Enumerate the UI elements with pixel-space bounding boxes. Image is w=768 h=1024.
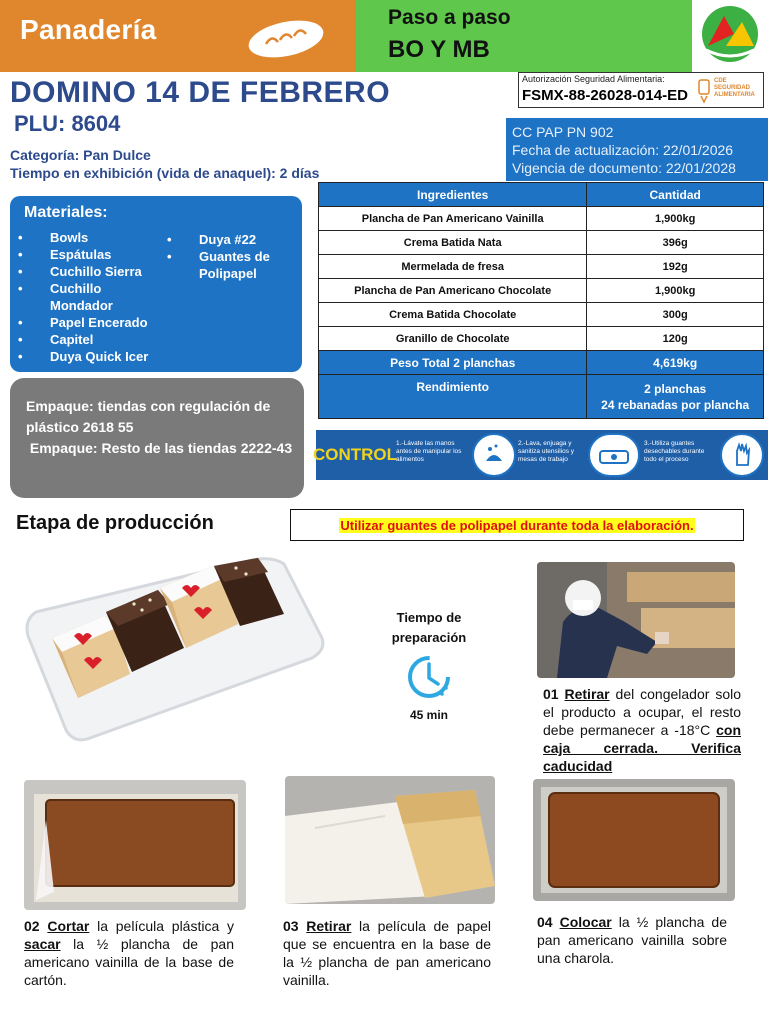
document-validity: Vigencia de documento: 22/01/2028 bbox=[512, 160, 736, 176]
list-item: • Cuchillo Sierra bbox=[18, 263, 168, 280]
packaging-text bbox=[26, 396, 296, 459]
list-item: • Duya Quick Icer bbox=[18, 348, 168, 365]
prep-time-label-line1: Tiempo de bbox=[396, 610, 462, 625]
table-row bbox=[319, 279, 764, 303]
document-updated: Fecha de actualización: 22/01/2026 bbox=[512, 142, 734, 158]
product-photo bbox=[22, 552, 328, 748]
control-item-gloves: 3.-Utiliza guantes desechables durante todo el proceso bbox=[644, 440, 705, 463]
product-category: Categoría: Pan Dulce bbox=[10, 147, 151, 163]
yield-label: Rendimiento bbox=[319, 375, 587, 419]
step-02-verb-2: sacar bbox=[24, 936, 61, 952]
control-item-sanitize: 2.-Lava, enjuaga y sanitiza utensilios y mesas de trabajo bbox=[518, 440, 574, 463]
product-shelf-life: Tiempo en exhibición (vida de anaquel): 2 días bbox=[10, 165, 320, 181]
step-01-photo bbox=[537, 562, 735, 678]
step-01-num: 01 bbox=[543, 686, 559, 702]
list-item: • Cuchillo Mondador bbox=[18, 280, 128, 314]
ingredient-qty: 120g bbox=[587, 327, 764, 351]
gloves-icon bbox=[720, 433, 764, 477]
step-02-body: la película plástica y bbox=[89, 918, 235, 934]
authorization-label: Autorización Seguridad Alimentaria: bbox=[522, 74, 665, 84]
authorization-code: FSMX-88-26028-014-ED bbox=[522, 87, 688, 104]
store-type: BO Y MB bbox=[388, 36, 490, 63]
step-01-text bbox=[543, 685, 741, 775]
step-04-photo bbox=[533, 779, 735, 901]
quantity-header: Cantidad bbox=[587, 183, 764, 207]
step-03-body: la película de papel que se encuentra en la base de la ½ plancha de pan americano vainilla. bbox=[283, 918, 492, 988]
step-02-num: 02 bbox=[24, 918, 40, 934]
gloves-warning-box bbox=[290, 509, 744, 541]
table-row bbox=[319, 207, 764, 231]
step-04-text bbox=[537, 913, 727, 967]
food-safety-logo-text: CDE SEGURIDAD ALIMENTARIA bbox=[714, 78, 755, 98]
total-value: 4,619kg bbox=[587, 351, 764, 375]
step-title: Paso a paso bbox=[388, 6, 511, 29]
yield-row bbox=[319, 375, 764, 419]
ingredient-name: Crema Batida Chocolate bbox=[319, 303, 587, 327]
step-02-photo bbox=[24, 780, 246, 910]
ingredient-qty: 396g bbox=[587, 231, 764, 255]
prep-time-value: 45 min bbox=[409, 708, 448, 722]
document-code: CC PAP PN 902 bbox=[512, 124, 614, 140]
materials-list-1 bbox=[18, 229, 168, 365]
packaging-other: Empaque: Resto de las tiendas 2222-43 bbox=[26, 440, 293, 456]
list-item: • Bowls bbox=[18, 229, 168, 246]
ingredient-qty: 300g bbox=[587, 303, 764, 327]
total-row bbox=[319, 351, 764, 375]
step-03-num: 03 bbox=[283, 918, 299, 934]
brand-logo-icon bbox=[692, 0, 768, 72]
ingredient-qty: 192g bbox=[587, 255, 764, 279]
step-04-body: la ½ plancha de pan americano vainilla sobre una charola. bbox=[537, 914, 728, 966]
step-03-verb: Retirar bbox=[306, 918, 352, 934]
step-04-verb: Colocar bbox=[559, 914, 612, 930]
food-safety-seal-icon bbox=[697, 78, 713, 104]
ingredient-name: Crema Batida Nata bbox=[319, 231, 587, 255]
step-04-num: 04 bbox=[537, 914, 553, 930]
ingredient-qty: 1,900kg bbox=[587, 279, 764, 303]
list-item: • Guantes de Polipapel bbox=[167, 248, 277, 282]
table-row bbox=[319, 303, 764, 327]
materials-list-2 bbox=[167, 231, 287, 282]
control-label: CONTROL bbox=[318, 432, 392, 478]
ingredient-name: Granillo de Chocolate bbox=[319, 327, 587, 351]
yield-value bbox=[587, 375, 764, 419]
table-row bbox=[319, 231, 764, 255]
ingredient-qty: 1,900kg bbox=[587, 207, 764, 231]
list-item: • Capitel bbox=[18, 331, 168, 348]
production-title: Etapa de producción bbox=[16, 512, 214, 534]
control-item-handwash: 1.-Lávate las manos antes de manipular los alimentos bbox=[396, 440, 462, 463]
table-row bbox=[319, 255, 764, 279]
ingredients-table bbox=[318, 182, 764, 419]
ingredient-name: Mermelada de fresa bbox=[319, 255, 587, 279]
ingredients-header: Ingredientes bbox=[319, 183, 587, 207]
gloves-warning: Utilizar guantes de polipapel durante toda la elaboración. bbox=[340, 517, 694, 533]
prep-time-label-line2: preparación bbox=[391, 630, 467, 645]
step-01-verb: Retirar bbox=[564, 686, 610, 702]
list-item: • Papel Encerado bbox=[18, 314, 168, 331]
product-plu: PLU: 8604 bbox=[14, 111, 121, 136]
list-item: • Duya #22 bbox=[167, 231, 287, 248]
step-03-photo bbox=[285, 776, 495, 904]
handwash-icon bbox=[472, 433, 516, 477]
step-02-text bbox=[24, 917, 234, 989]
total-label: Peso Total 2 planchas bbox=[319, 351, 587, 375]
table-row bbox=[319, 327, 764, 351]
prep-time-label bbox=[384, 608, 474, 648]
product-name: DOMINO 14 DE FEBRERO bbox=[10, 76, 391, 109]
step-01-body: del congelador solo el producto a ocupar, el resto debe permanecer a -18°C bbox=[543, 686, 742, 738]
ingredient-name: Plancha de Pan Americano Vainilla bbox=[319, 207, 587, 231]
materials-title: Materiales: bbox=[24, 204, 108, 221]
ingredient-name: Plancha de Pan Americano Chocolate bbox=[319, 279, 587, 303]
list-item: • Espátulas bbox=[18, 246, 168, 263]
section-title: Panadería bbox=[20, 14, 157, 45]
step-01-emphasis: con caja cerrada. Verifica caducidad bbox=[543, 722, 741, 774]
sanitize-icon bbox=[588, 433, 640, 477]
step-02-body-2: la ½ plancha de pan americano vainilla de la base de cartón. bbox=[24, 936, 234, 988]
yield-slices: 24 rebanadas por plancha bbox=[601, 397, 750, 412]
clock-icon bbox=[404, 652, 454, 702]
step-02-verb: Cortar bbox=[47, 918, 90, 934]
yield-sheets: 2 planchas bbox=[644, 381, 707, 396]
bread-icon bbox=[244, 14, 328, 60]
step-03-text bbox=[283, 917, 491, 989]
brand-logo-area bbox=[692, 0, 768, 72]
packaging-regulated: Empaque: tiendas con regulación de plástico 2618 55 bbox=[26, 398, 271, 435]
